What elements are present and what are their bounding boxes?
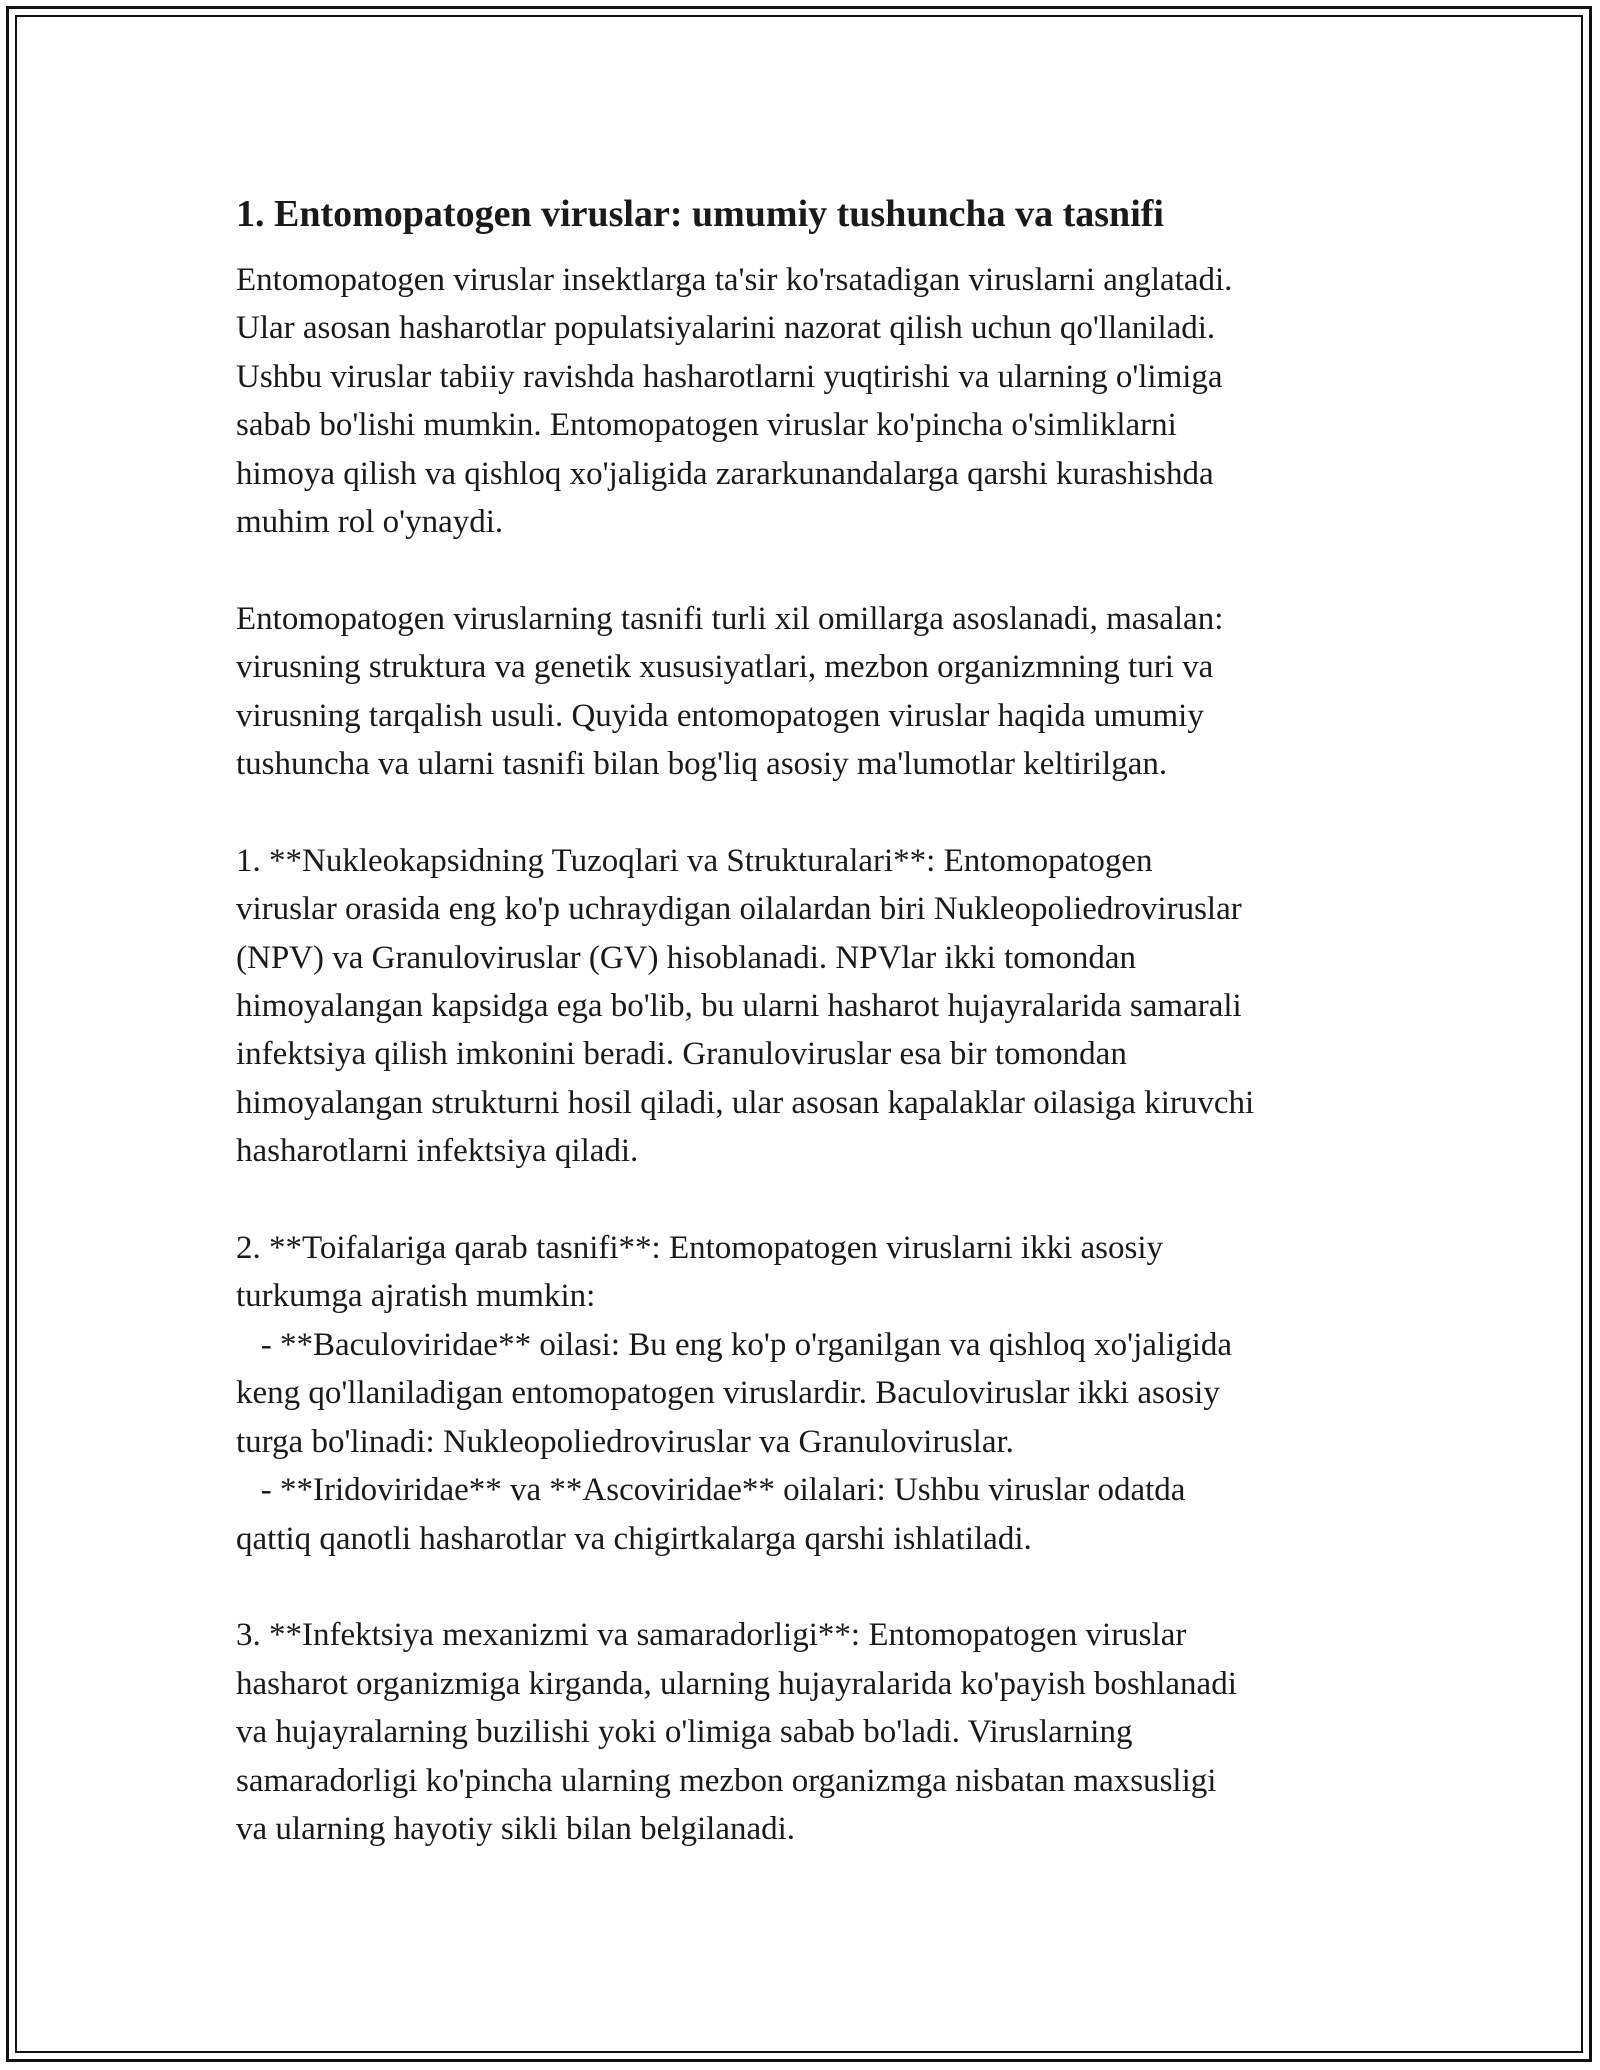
paragraph-intro: Entomopatogen viruslar insektlarga ta'sir ko'rsatadigan viruslarni anglatadi. Ular asosan hasharotlar populatsiyalarini nazorat qilish uchun qo'llaniladi. Ushbu viruslar tabiiy ravishda hasharotlarni yuqtirishi va ularning o'limiga sabab bo'lishi mumkin. Entomopatogen viruslar ko'pincha o'simliklarni himoya qilish va qishloq xo'jaligida zararkunandalarga qarshi kurashishda muhim rol o'ynaydi.: [236, 262, 1233, 541]
paragraph-nucleocapsid: 1. **Nukleokapsidning Tuzoqlari va Strukturalari**: Entomopatogen viruslar orasida eng ko'p uchraydigan oilalardan biri Nukleopoliedroviruslar (NPV) va Granuloviruslar (GV) hisoblanadi. NPVlar ikki tomondan himoyalangan kapsidga ega bo'lib, bu ularni hasharot hujayralarida samarali infektsiya qilish imkonini beradi. Granuloviruslar esa bir tomondan himoyalangan strukturni hosil qiladi, ular asosan kapalaklar oilasiga kiruvchi hasharotlarni infektsiya qiladi.: [236, 842, 1255, 1170]
paragraph-spacer: [236, 1176, 1396, 1224]
paragraph-infection: 3. **Infektsiya mexanizmi va samaradorligi**: Entomopatogen viruslar hasharot organizmiga kirganda, ularning hujayralarida ko'payish boshlanadi va hujayralarning buzilishi yoki o'limiga sabab bo'ladi. Viruslarning samaradorligi ko'pincha ularning mezbon organizmga nisbatan maxsusligi va ularning hayotiy sikli bilan belgilanadi.: [236, 1617, 1237, 1847]
paragraph-classification: Entomopatogen viruslarning tasnifi turli xil omillarga asoslanadi, masalan: virusning struktura va genetik xususiyatlari, mezbon organizmning turi va virusning tarqalish usuli. Quyida entomopatogen viruslar haqida umumiy tushuncha va ularni tasnifi bilan bog'liq asosiy ma'lumotlar keltirilgan.: [236, 600, 1224, 783]
paragraph-spacer: [236, 1563, 1396, 1611]
section-heading: 1. Entomopatogen viruslar: umumiy tushuncha va tasnifi: [236, 193, 1164, 235]
paragraph-spacer: [236, 788, 1396, 836]
document-body: [236, 190, 1396, 1853]
paragraph-categories: 2. **Toifalariga qarab tasnifi**: Entomopatogen viruslarni ikki asosiy turkumga ajratish mumkin: - **Baculoviridae** oilasi: Bu eng ko'p o'rganilgan va qishloq xo'jaligida keng qo'llaniladigan entomopatogen viruslardir. Baculoviruslar ikki asosiy turga bo'linadi: Nukleopoliedroviruslar va Granuloviruslar. - **Iridoviridae** va **Ascoviridae** oilalari: Ushbu viruslar odatda qattiq qanotli hasharotlar va chigirtkalarga qarshi ishlatiladi.: [236, 1230, 1233, 1557]
paragraph-spacer: [236, 546, 1396, 594]
